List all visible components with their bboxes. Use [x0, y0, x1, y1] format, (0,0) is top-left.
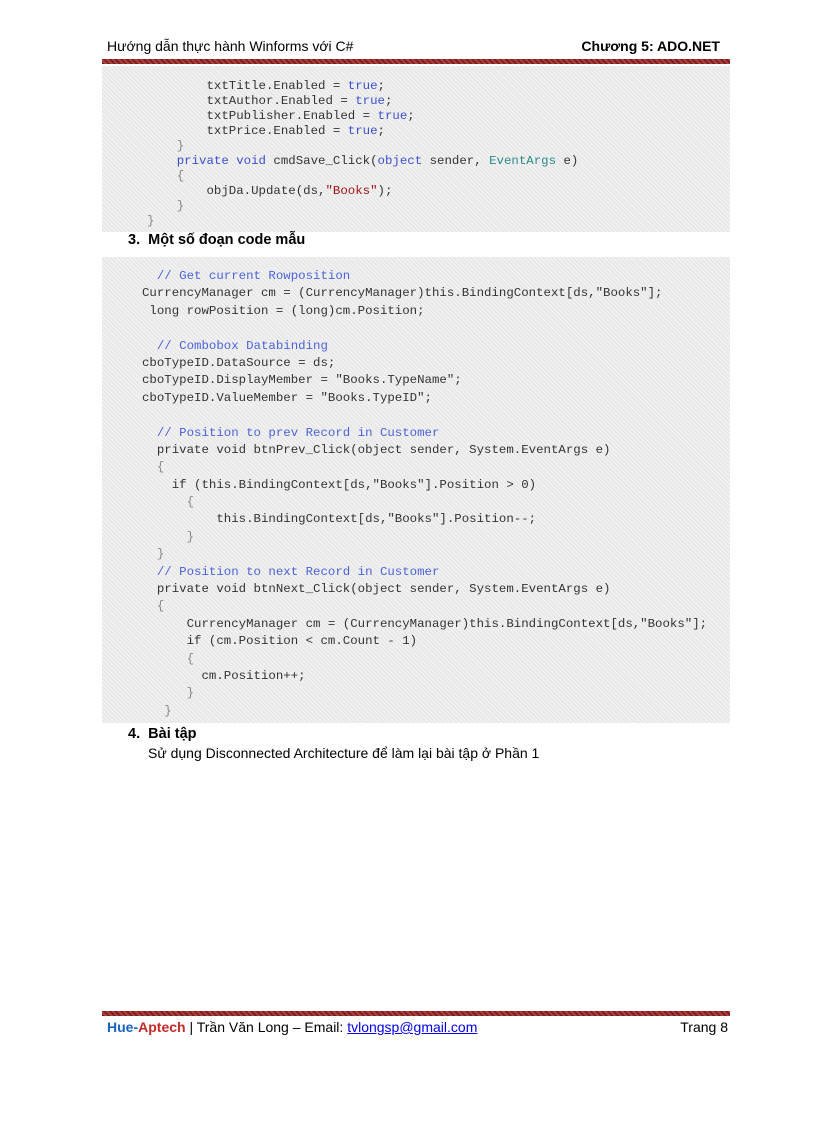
- code-line: // Get current Rowposition: [142, 269, 351, 283]
- code-line: cboTypeID.DataSource = ds;: [142, 355, 336, 370]
- code-line: }: [142, 703, 172, 718]
- code-line: // Position to prev Record in Customer: [142, 425, 440, 440]
- code-line: private void cmdSave_Click(object sender, EventArgs e): [176, 154, 579, 168]
- code-line: // Combobox Databinding: [142, 338, 328, 353]
- author-text: | Trần Văn Long – Email:: [185, 1019, 348, 1035]
- code-line: this.BindingContext[ds,"Books"].Position--;: [142, 512, 537, 527]
- section-3-heading: [128, 232, 305, 248]
- code-line: private void btnPrev_Click(object sender, System.EventArgs e): [142, 442, 611, 457]
- code-line: [142, 320, 707, 337]
- code-line: {: [142, 495, 195, 510]
- footer-rule: [102, 1011, 730, 1016]
- code-block-1: [102, 66, 730, 232]
- code-line: objDa.Update(ds,"Books");: [147, 184, 393, 198]
- brand-hue: Hue: [107, 1019, 134, 1035]
- exercise-text: Sử dụng Disconnected Architecture để làm lại bài tập ở Phần 1: [148, 745, 540, 761]
- brand-aptech: Aptech: [138, 1019, 186, 1035]
- code-line: }: [147, 199, 185, 213]
- section-4-heading: [128, 726, 197, 742]
- code-line: if (this.BindingContext[ds,"Books"].Position > 0): [142, 477, 537, 492]
- code-line: txtPrice.Enabled = true;: [147, 124, 385, 138]
- code-line: {: [142, 460, 165, 475]
- code-line: cboTypeID.DisplayMember = "Books.TypeName";: [142, 373, 462, 388]
- code-line: }: [147, 139, 185, 153]
- header-rule: [102, 59, 730, 64]
- code-line: private void btnNext_Click(object sender, System.EventArgs e): [142, 582, 611, 597]
- code-line: cboTypeID.ValueMember = "Books.TypeID";: [142, 390, 432, 405]
- code-line: }: [142, 547, 165, 562]
- code-block-2-text: [142, 268, 707, 720]
- section-4-number: 4.: [128, 726, 141, 742]
- code-line: txtPublisher.Enabled = true;: [147, 109, 415, 123]
- brand-dash: -: [133, 1019, 139, 1035]
- code-line: // Position to next Record in Customer: [142, 564, 440, 579]
- code-line: CurrencyManager cm = (CurrencyManager)this.BindingContext[ds,"Books"];: [142, 616, 708, 631]
- footer-left: [107, 1019, 477, 1035]
- code-line: CurrencyManager cm = (CurrencyManager)this.BindingContext[ds,"Books"];: [142, 286, 663, 301]
- code-block-1-text: [147, 79, 578, 229]
- code-line: [142, 407, 707, 424]
- section-3-number: 3.: [128, 232, 141, 248]
- code-line: {: [147, 169, 185, 183]
- code-line: {: [142, 651, 195, 666]
- code-block-2: [102, 257, 730, 723]
- code-line: }: [142, 686, 195, 701]
- code-line: long rowPosition = (long)cm.Position;: [142, 303, 425, 318]
- email-link[interactable]: tvlongsp@gmail.com: [347, 1019, 478, 1035]
- code-line: if (cm.Position < cm.Count - 1): [142, 634, 418, 649]
- code-line: }: [147, 214, 155, 228]
- page-header-left: Hướng dẫn thực hành Winforms với C#: [107, 38, 354, 54]
- section-3-title: Một số đoạn code mẫu: [148, 232, 306, 248]
- code-line: {: [142, 599, 165, 614]
- section-4-title: Bài tập: [148, 726, 197, 742]
- page-header-right: Chương 5: ADO.NET: [581, 38, 720, 54]
- page-number: Trang 8: [680, 1019, 728, 1035]
- code-line: txtAuthor.Enabled = true;: [147, 94, 393, 108]
- code-line: txtTitle.Enabled = true;: [147, 79, 385, 93]
- code-line: cm.Position++;: [142, 668, 306, 683]
- code-line: }: [142, 529, 195, 544]
